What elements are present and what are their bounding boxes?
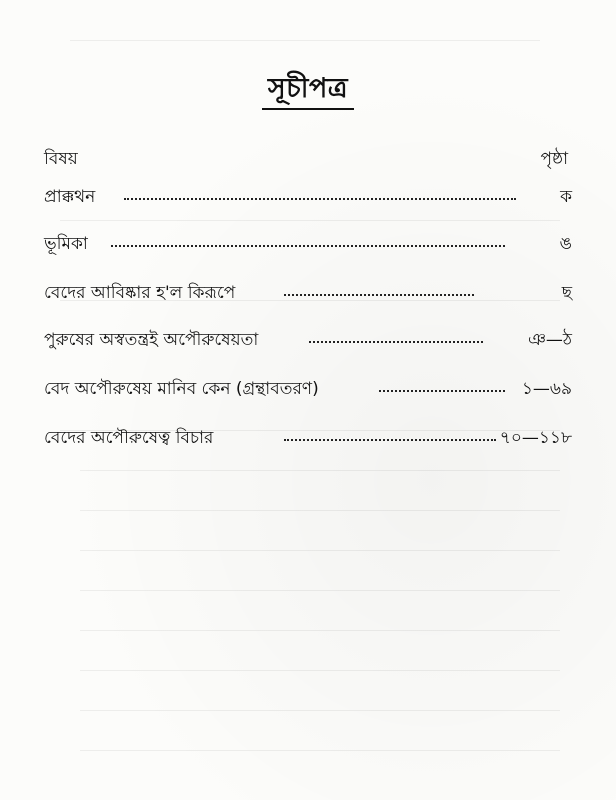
toc-entry [44, 425, 572, 451]
toc-leader-dots [111, 245, 505, 247]
bleed-through-line [70, 40, 540, 41]
toc-entry [44, 327, 572, 353]
bleed-through-line [80, 590, 560, 591]
title-underline [262, 108, 354, 110]
toc-entry-title: বেদের অপৌরুষেত্ব বিচার [44, 428, 214, 448]
toc-entry-title: ভূমিকা [44, 234, 88, 254]
bleed-through-line [80, 670, 560, 671]
toc-entry-page: ঞ—ঠ [527, 330, 572, 350]
toc-entry [44, 231, 572, 257]
bleed-through-line [80, 750, 560, 751]
toc-entry-page: ১—৬৯ [521, 379, 572, 399]
toc-leader-dots [284, 439, 496, 441]
toc-leader-dots [284, 294, 474, 296]
toc-leader-dots [309, 341, 483, 343]
toc-entry-page: ক [560, 187, 572, 207]
bleed-through-line [60, 220, 560, 221]
toc-entry [44, 184, 572, 210]
toc-entry-title: বেদের আবিষ্কার হ'ল কিরূপে [44, 283, 236, 303]
bleed-through-line [80, 510, 560, 511]
bleed-through-line [80, 630, 560, 631]
toc-leader-dots [379, 390, 505, 392]
toc-entry-title: পুরুষের অস্বতন্ত্রই অপৌরুষেয়তা [44, 330, 259, 350]
toc-entry-title: প্রাক্কথন [44, 187, 96, 207]
page-column-header: পৃষ্ঠা [540, 149, 568, 169]
toc-entry-page: ৭০—১১৮ [499, 428, 572, 448]
toc-entry-title: বেদ অপৌরুষেয় মানিব কেন (গ্রন্থাবতরণ) [44, 379, 319, 399]
toc-entry [44, 280, 572, 306]
subject-column-header: বিষয় [44, 149, 78, 169]
toc-entry [44, 376, 572, 402]
toc-entry-page: ছ [561, 283, 572, 303]
toc-leader-dots [124, 198, 516, 200]
bleed-through-line [80, 470, 560, 471]
page-title: সূচীপত্র [267, 73, 349, 104]
bleed-through-line [80, 710, 560, 711]
bleed-through-line [80, 550, 560, 551]
toc-entry-page: ঙ [559, 234, 572, 254]
